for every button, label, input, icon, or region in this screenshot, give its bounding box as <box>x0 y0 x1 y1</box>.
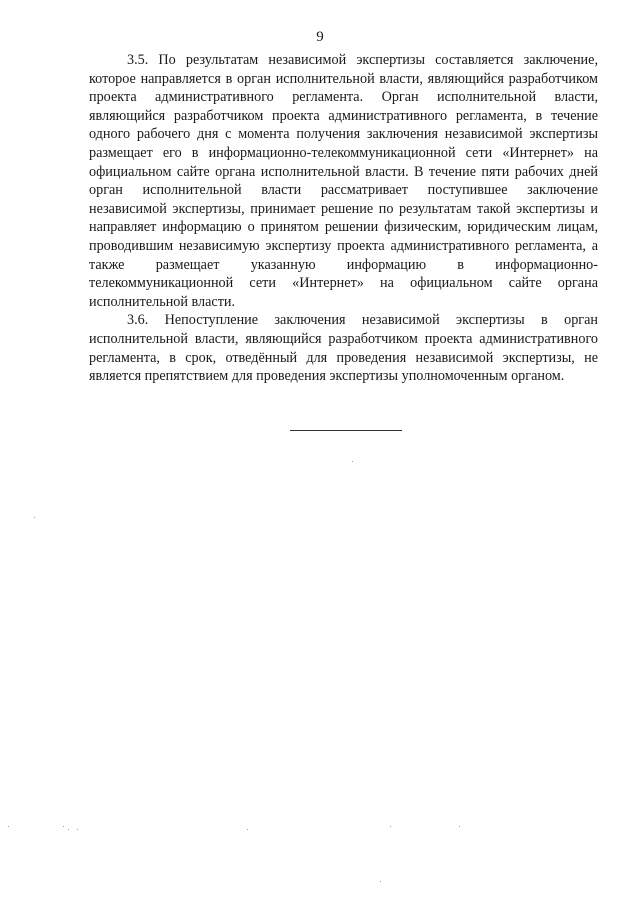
paragraph-3-6: 3.6. Непоступление заключения независимой экспертизы в орган исполнительной власти, являющийся разработчиком проекта административного регламента, в срок, отведённый для проведения независимой экспертизы, не является препятствием для проведения экспертизы уполномоченным органом. <box>89 312 598 385</box>
document-body <box>89 51 598 386</box>
scan-speck <box>77 829 78 830</box>
page-number: 9 <box>316 29 324 45</box>
scan-speck <box>34 517 35 518</box>
scan-speck <box>352 461 353 462</box>
scan-speck <box>63 826 64 827</box>
closing-separator-line <box>290 430 402 431</box>
scan-speck <box>8 826 9 827</box>
scan-speck <box>247 829 248 830</box>
scan-speck <box>390 826 391 827</box>
scan-speck <box>380 881 381 882</box>
scan-speck <box>459 826 460 827</box>
paragraph-3-5: 3.5. По результатам независимой экспертизы составляется заключение, которое направляется в орган исполнительной власти, являющийся разработчиком проекта административного регламента. Орган исполнительной власти, являющийся разработчиком проекта административного регламента, в течение одного рабочего дня с момента получения заключения независимой экспертизы размещает его в информационно-телекоммуникационной сети «Интернет» на официальном сайте органа исполнительной власти. В течение пяти рабочих дней орган исполнительной власти рассматривает поступившее заключение независимой экспертизы, принимает решение по результатам такой экспертизы и направляет информацию о принятом решении физическим, юридическим лицам, проводившим независимую экспертизу проекта административного регламента, а также размещает указанную информацию в информационно-телекоммуникационной сети «Интернет» на официальном сайте органа исполнительной власти. <box>89 52 598 310</box>
scan-speck <box>68 829 69 830</box>
